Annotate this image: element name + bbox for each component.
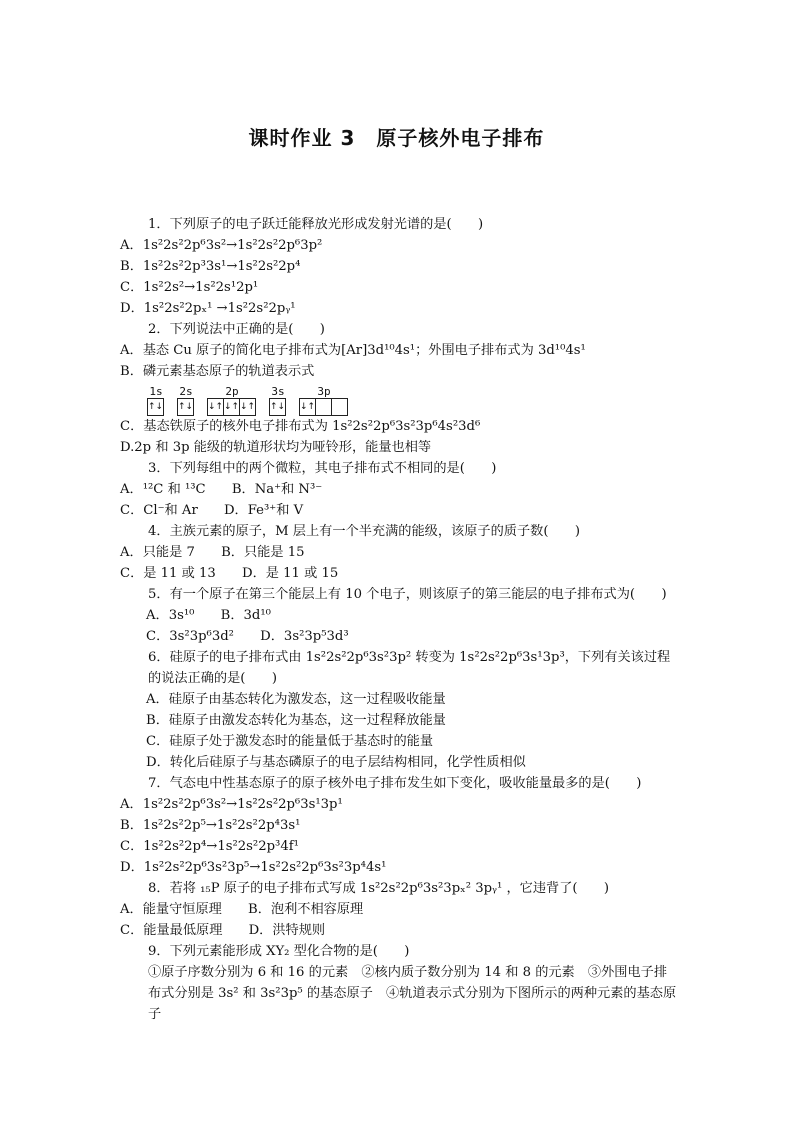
orbital-box: ↑↓ bbox=[177, 398, 194, 416]
q1-option-c: C．1s²2s²→1s²2s¹2p¹ bbox=[120, 280, 259, 295]
orbital-group-3p bbox=[300, 386, 348, 416]
q2-option-a: A．基态 Cu 原子的简化电子排布式为[Ar]3d¹⁰4s¹；外围电子排布式为 3d¹⁰4s¹ bbox=[120, 343, 586, 358]
q8-option-d: D．洪特规则 bbox=[248, 923, 326, 938]
orbital-label: 2p bbox=[225, 385, 239, 398]
q7-option-c: C．1s²2s²2p⁴→1s²2s²2p³4f¹ bbox=[120, 839, 299, 854]
q3-option-b: B．Na⁺和 N³⁻ bbox=[231, 482, 323, 497]
orbital-group-2p bbox=[208, 386, 256, 416]
q2-option-d: D.2p 和 3p 能级的轨道形状均为哑铃形，能量也相等 bbox=[120, 440, 432, 455]
q4-option-d: D．是 11 或 15 bbox=[242, 566, 339, 581]
q1-stem: 1．下列原子的电子跃迁能释放光形成发射光谱的是( ) bbox=[148, 217, 484, 232]
q8-option-b: B．泡利不相容原理 bbox=[248, 902, 364, 917]
q7-option-b: B．1s²2s²2p⁵→1s²2s²2p⁴3s¹ bbox=[120, 818, 301, 833]
q3-option-a: A．¹²C 和 ¹³C bbox=[120, 482, 206, 497]
q8-stem: 8．若将 ₁₅P 原子的电子排布式写成 1s²2s²2p⁶3s²3pₓ² 3pᵧ¹ ，它违背了( ) bbox=[148, 881, 610, 896]
q2-stem: 2．下列说法中正确的是( ) bbox=[148, 322, 325, 337]
q2-option-c: C．基态铁原子的核外电子排布式为 1s²2s²2p⁶3s²3p⁶4s²3d⁶ bbox=[120, 419, 481, 434]
page-title: 课时作业 3 原子核外电子排布 bbox=[248, 126, 545, 150]
q4-stem: 4．主族元素的原子，M 层上有一个半充满的能级，该原子的质子数( ) bbox=[148, 524, 580, 539]
q6-option-a: A．硅原子由基态转化为激发态，这一过程吸收能量 bbox=[146, 692, 446, 707]
q3-option-c: C．Cl⁻和 Ar bbox=[120, 503, 198, 518]
q9-body: ①原子序数分别为 6 和 16 的元素 ②核内质子数分别为 14 和 8 的元素 ③外围电子排布式分别是 3s² 和 3s²3p⁵ 的基态原子 ④轨道表示式分别为下图所示的两种元素的基态原子 bbox=[148, 965, 677, 1022]
q4-option-a: A．只能是 7 bbox=[120, 545, 195, 560]
q4-option-c: C．是 11 或 13 bbox=[120, 566, 216, 581]
orbital-box bbox=[331, 398, 348, 416]
q7-stem: 7．气态电中性基态原子的原子核外电子排布发生如下变化，吸收能量最多的是( ) bbox=[148, 776, 642, 791]
q6-stem: 6．硅原子的电子排布式由 1s²2s²2p⁶3s²3p² 转变为 1s²2s²2p⁶3s¹3p³，下列有关该过程的说法正确的是( ) bbox=[148, 650, 671, 686]
q5-option-a: A．3s¹⁰ bbox=[146, 608, 195, 623]
orbital-group-3s bbox=[270, 386, 286, 416]
q8-option-a: A．能量守恒原理 bbox=[120, 902, 222, 917]
question-list bbox=[120, 214, 680, 1025]
q7-option-d: D．1s²2s²2p⁶3s²3p⁵→1s²2s²2p⁶3s²3p⁴4s¹ bbox=[120, 860, 387, 875]
q3-stem: 3．下列每组中的两个微粒，其电子排布式不相同的是( ) bbox=[148, 461, 497, 476]
orbital-group-2s bbox=[178, 386, 194, 416]
orbital-box: ↓↑ bbox=[299, 398, 316, 416]
q8-option-c: C．能量最低原理 bbox=[120, 923, 223, 938]
q5-option-c: C．3s²3p⁶3d² bbox=[146, 629, 234, 644]
q1-option-d: D．1s²2s²2pₓ¹ →1s²2s²2pᵧ¹ bbox=[120, 301, 296, 316]
orbital-box: ↓↑ bbox=[223, 398, 240, 416]
q1-option-a: A．1s²2s²2p⁶3s²→1s²2s²2p⁶3p² bbox=[120, 238, 323, 253]
q1-option-b: B．1s²2s²2p³3s¹→1s²2s²2p⁴ bbox=[120, 259, 301, 274]
q9-stem: 9．下列元素能形成 XY₂ 型化合物的是( ) bbox=[148, 944, 410, 959]
q7-option-a: A．1s²2s²2p⁶3s²→1s²2s²2p⁶3s¹3p¹ bbox=[120, 797, 343, 812]
orbital-box: ↓↑ bbox=[207, 398, 224, 416]
orbital-group-1s bbox=[148, 386, 164, 416]
orbital-label: 1s bbox=[149, 385, 163, 398]
q6-option-c: C．硅原子处于激发态时的能量低于基态时的能量 bbox=[146, 734, 434, 749]
orbital-label: 2s bbox=[179, 385, 193, 398]
q4-option-b: B．只能是 15 bbox=[221, 545, 305, 560]
q5-option-d: D．3s²3p⁵3d³ bbox=[260, 629, 349, 644]
q6-option-d: D．转化后硅原子与基态磷原子的电子层结构相同，化学性质相似 bbox=[146, 755, 526, 770]
orbital-box: ↑↓ bbox=[147, 398, 164, 416]
q5-option-b: B．3d¹⁰ bbox=[220, 608, 271, 623]
q3-option-d: D．Fe³⁺和 V bbox=[223, 503, 304, 518]
orbital-box: ↑↓ bbox=[269, 398, 286, 416]
orbital-box: ↓↑ bbox=[239, 398, 256, 416]
orbital-diagram bbox=[120, 382, 680, 416]
q2-option-b: B．磷元素基态原子的轨道表示式 bbox=[120, 364, 315, 379]
orbital-label: 3p bbox=[317, 385, 331, 398]
q6-option-b: B．硅原子由激发态转化为基态，这一过程释放能量 bbox=[146, 713, 446, 728]
orbital-box bbox=[315, 398, 332, 416]
orbital-label: 3s bbox=[271, 385, 285, 398]
q5-stem: 5．有一个原子在第三个能层上有 10 个电子，则该原子的第三能层的电子排布式为( ) bbox=[148, 587, 667, 602]
